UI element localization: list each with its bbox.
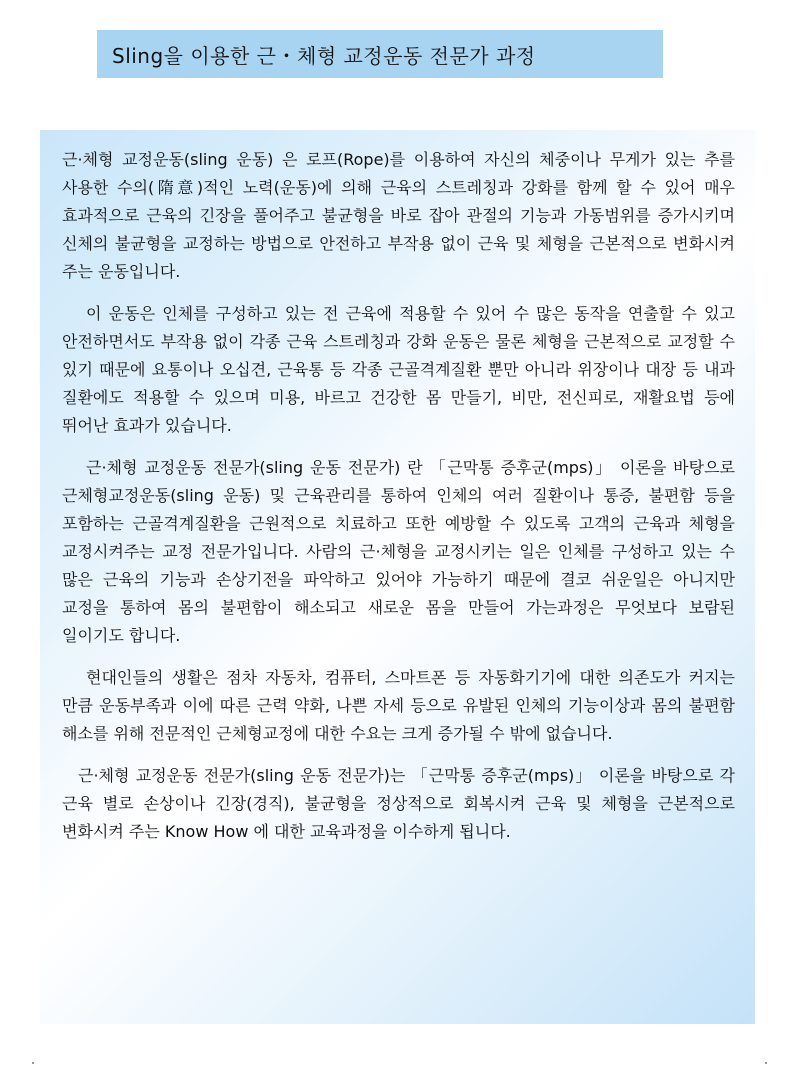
corner-mark-right bbox=[765, 1062, 767, 1064]
page-title: Sling을 이용한 근・체형 교정운동 전문가 과정 bbox=[112, 43, 536, 68]
paragraph-intro: 근·체형 교정운동(sling 운동) 은 로프(Rope)를 이용하여 자신의 체중이나 무게가 있는 추를 사용한 수의(隋意)적인 노력(운동)에 의해 근육의 스트레칭과 강화를 함께 할 수 있어 매우 효과적으로 근육의 긴장을 풀어주고 불균형을 바로 잡아 관절의 기능과 가동범위를 증가시키며 신체의 불균형을 교정하는 방법으로 안전하고 부작용 없이 근육 및 체형을 근본적으로 변화시켜 주는 운동입니다. bbox=[62, 150, 735, 281]
title-banner bbox=[97, 30, 663, 78]
paragraph-expert-definition: 근·체형 교정운동 전문가(sling 운동 전문가) 란 「근막통 증후군(mps)」 이론을 바탕으로 근체형교정운동(sling 운동) 및 근육관리를 통하여 인체의 여러 질환이나 통증, 불편함 등을 포함하는 근골격계질환을 근원적으로 치료하고 또한 예방할 수 있도록 고객의 근육과 체형을 교정시켜주는 교정 전문가입니다. 사람의 근·체형을 교정시키는 일은 인체를 구성하고 있는 수 많은 근육의 기능과 손상기전을 파악하고 있어야 가능하기 때문에 결코 쉬운일은 아니지만 교정을 통하여 몸의 불편함이 해소되고 새로운 몸을 만들어 가는과정은 무엇보다 보람된 일이기도 합니다. bbox=[62, 458, 735, 645]
corner-mark-left bbox=[32, 1062, 34, 1064]
paragraph-applications: 이 운동은 인체를 구성하고 있는 전 근육에 적용할 수 있어 수 많은 동작을 연출할 수 있고 안전하면서도 부작용 없이 각종 근육 스트레칭과 강화 운동은 물론 체형을 근본적으로 교정할 수 있기 때문에 요통이나 오십견, 근육통 등 각종 근골격계질환 뿐만 아니라 위장이나 대장 등 내과 질환에도 적용할 수 있으며 미용, 바르고 건강한 몸 만들기, 비만, 전신피로, 재활요법 등에 뛰어난 효과가 있습니다. bbox=[62, 304, 735, 435]
paragraph-curriculum: 근·체형 교정운동 전문가(sling 운동 전문가)는 「근막통 증후군(mps)」 이론을 바탕으로 각 근육 별로 손상이나 긴장(경직), 불균형을 정상적으로 회복시켜 근육 및 체형을 근본적으로 변화시켜 주는 Know How 에 대한 교육과정을 이수하게 됩니다. bbox=[62, 766, 735, 841]
content-panel bbox=[40, 130, 755, 1024]
paragraph-modern-demand: 현대인들의 생활은 점차 자동차, 컴퓨터, 스마트폰 등 자동화기기에 대한 의존도가 커지는 만큼 운동부족과 이에 따른 근력 약화, 나쁜 자세 등으로 유발된 인체의 기능이상과 몸의 불편함 해소를 위해 전문적인 근체형교정에 대한 수요는 크게 증가될 수 밖에 없습니다. bbox=[62, 668, 735, 743]
